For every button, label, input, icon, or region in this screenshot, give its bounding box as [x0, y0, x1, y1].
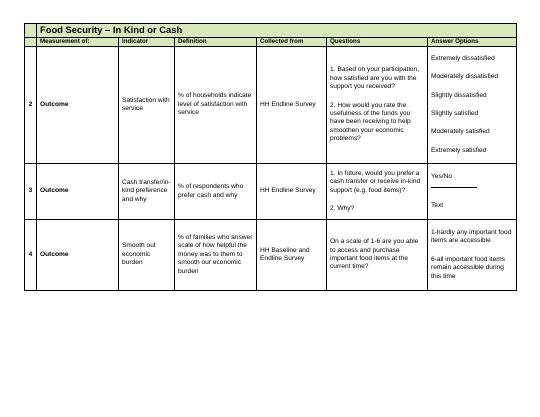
- answer-option: Text: [431, 201, 444, 209]
- answer-option: Extremely dissatisfied: [431, 54, 495, 62]
- answer-option: 1-hardly any important food items are accessible: [431, 228, 512, 245]
- answer-option: Moderately satisfied: [431, 128, 490, 136]
- table-header-row: [25, 38, 517, 47]
- question-1: On a scale of 1-6 are you able to access and purchase important food items at the current time?: [330, 238, 419, 271]
- answer-option: Slightly dissatisfied: [431, 91, 487, 99]
- table-title: Food Security – In Kind or Cash: [37, 24, 517, 38]
- title-spacer-cell: [25, 24, 37, 38]
- header-indicator: Indicator: [119, 38, 175, 47]
- row-indicator: Satisfaction with service: [119, 47, 175, 164]
- answer-option: Moderately dissatisfied: [431, 73, 499, 81]
- table-title-row: [25, 24, 517, 38]
- answer-option: Slightly satisfied: [431, 110, 479, 117]
- header-questions: Questions: [327, 38, 428, 47]
- row-number: 3: [25, 164, 37, 220]
- header-definition: Definition: [175, 38, 257, 47]
- table-row: [25, 47, 517, 164]
- header-collected-from: Collected from: [257, 38, 327, 47]
- question-2: 2. Why?: [330, 204, 355, 212]
- table-row: [25, 220, 517, 291]
- row-number: 2: [25, 47, 37, 164]
- row-definition: % of households indicate level of satisfaction with service: [175, 47, 257, 164]
- table-row: [25, 164, 517, 220]
- row-answer-options: [428, 164, 517, 220]
- row-answer-options: [428, 220, 517, 291]
- row-measurement: Outcome: [37, 47, 119, 164]
- row-collected-from: HH Baseline and Endline Survey: [257, 220, 327, 291]
- row-questions: [327, 47, 428, 164]
- food-security-table: [24, 23, 517, 291]
- row-indicator: Smooth out economic burden: [119, 220, 175, 291]
- question-1: 1. In future, would you prefer a cash transfer or receive in-kind support (e.g. food items)?: [330, 169, 421, 194]
- header-measurement: Measurement of:: [37, 38, 119, 47]
- header-answer-options: Answer Options: [428, 38, 517, 47]
- question-2: 2. How would you rate the usefulness of the funds you have been receiving to help smoothen your economic problems?: [330, 101, 411, 143]
- row-definition: % of respondents who prefer cash and why: [175, 164, 257, 220]
- row-collected-from: HH Endline Survey: [257, 164, 327, 220]
- row-answer-options: [428, 47, 517, 164]
- row-questions: [327, 220, 428, 291]
- header-spacer-cell: [25, 38, 37, 47]
- row-number: 4: [25, 220, 37, 291]
- answer-blank-line: [431, 181, 477, 188]
- row-measurement: Outcome: [37, 220, 119, 291]
- row-measurement: Outcome: [37, 164, 119, 220]
- row-indicator: Cash transfer/in-kind preference and why: [119, 164, 175, 220]
- question-1: 1. Based on your participation, how satisfied are you with the support you received?: [330, 66, 420, 91]
- answer-option: Extremely satisfied: [431, 146, 487, 154]
- answer-option: Yes/No: [431, 172, 453, 180]
- answer-option: 6-all important food items remain accessible during this time: [431, 255, 506, 280]
- row-questions: [327, 164, 428, 220]
- row-collected-from: HH Endline Survey: [257, 47, 327, 164]
- row-definition: % of families who answer scale of how helpful the money was to them to smooth our economic burden: [175, 220, 257, 291]
